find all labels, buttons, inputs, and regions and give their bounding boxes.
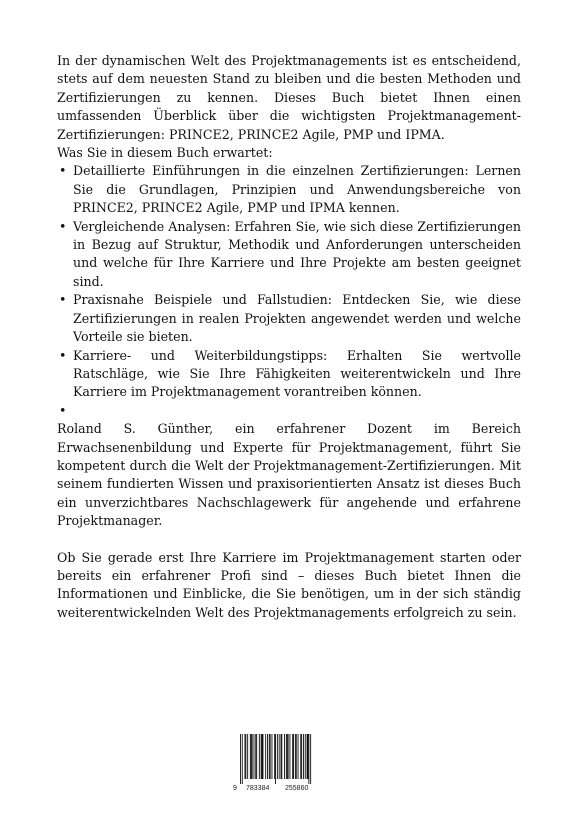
barcode-bar: [308, 734, 309, 779]
barcode-bar: [270, 734, 271, 779]
list-item-text: [73, 403, 77, 418]
barcode-bar: [252, 734, 253, 779]
closing-paragraph: Ob Sie gerade erst Ihre Karriere im Projektmanagement starten oder bereits ein erfahrener Profi sind – dieses Buch bietet Ihnen die Informationen und Einblicke, die Sie benötigen, um in der sich ständig weiterentwickelnden Welt des Projektmanagements erfolgreich zu sein.: [57, 549, 521, 620]
barcode-bar: [255, 734, 256, 779]
barcode-bar: [263, 734, 264, 779]
barcode-bar: [245, 734, 246, 779]
barcode-bar: [259, 734, 260, 779]
barcode-bar: [261, 734, 262, 779]
bullet-icon: •: [59, 402, 67, 418]
intro-paragraph: In der dynamischen Welt des Projektmanagements ist es entscheidend, stets auf dem neuesten Stand zu bleiben und die besten Methoden und Zertifizierungen zu kennen. Dieses Buch bietet Ihnen einen umfassenden Überblick über die wichtigsten Projektmanagement-Zertifizierungen: PRINCE2, PRINCE2 Agile, PMP und IPMA.: [57, 53, 521, 142]
barcode-bar: [245, 734, 246, 779]
barcode-bar: [265, 734, 266, 779]
barcode-bar: [279, 734, 280, 779]
expect-heading: Was Sie in diesem Buch erwartet:: [57, 145, 273, 161]
barcode-bar: [305, 734, 306, 779]
isbn-barcode: [233, 732, 315, 794]
barcode-bar: [277, 734, 278, 779]
barcode-bars: [233, 732, 315, 786]
barcode-bar: [281, 734, 282, 779]
barcode-bar: [288, 734, 289, 779]
barcode-bar: [307, 734, 308, 779]
barcode-bar: [240, 734, 241, 784]
barcode-bar: [262, 734, 263, 779]
barcode-bar: [301, 734, 302, 779]
barcode-bar: [242, 734, 243, 784]
barcode-bar: [269, 734, 270, 779]
barcode-left-digits: 783384: [246, 785, 270, 792]
barcode-bar: [292, 734, 293, 779]
barcode-bar: [298, 734, 299, 779]
barcode-bar: [267, 734, 268, 779]
barcode-first-digit: 9: [233, 785, 237, 792]
barcode-bar: [256, 734, 257, 779]
barcode-bar: [310, 734, 311, 784]
barcode-bar: [296, 734, 297, 779]
list-item: [57, 402, 521, 420]
bullet-icon: •: [59, 347, 67, 363]
barcode-bar: [287, 734, 288, 779]
barcode-bar: [295, 734, 296, 779]
feature-list: [57, 162, 521, 420]
barcode-bar: [275, 734, 276, 784]
barcode-bar: [272, 734, 273, 779]
barcode-bar: [250, 734, 251, 779]
barcode-bar: [281, 734, 282, 779]
barcode-bar: [290, 734, 291, 779]
barcode-right-digits: 255860: [285, 785, 309, 792]
barcode-bar: [274, 734, 275, 779]
list-item-text: Vergleichende Analysen: Erfahren Sie, wie sich diese Zertifizierungen in Bezug auf Struktur, Methodik und Anforderungen unterscheiden und welche für Ihre Karriere und Ihre Projekte am besten geeignet sind.: [73, 218, 521, 289]
list-item: [57, 162, 521, 217]
list-item: [57, 291, 521, 346]
barcode-bar: [254, 734, 255, 779]
list-item-text: Praxisnahe Beispiele und Fallstudien: Entdecken Sie, wie diese Zertifizierungen in realen Projekten angewendet werden und welche Vorteile sie bieten.: [73, 292, 521, 345]
list-item-text: Karriere- und Weiterbildungstipps: Erhalten Sie wertvolle Ratschläge, wie Sie Ihre Fähigkeiten weiterentwickeln und Ihre Karriere im Projektmanagement vorantreiben können.: [73, 347, 521, 400]
barcode-bar: [286, 734, 287, 779]
barcode-bar: [284, 734, 285, 779]
list-item-text: Detaillierte Einführungen in die einzelnen Zertifizierungen: Lernen Sie die Grundlagen, Prinzipien und Anwendungsbereiche von PRINCE2, PRINCE2 Agile, PMP und IPMA kennen.: [73, 163, 521, 216]
barcode-bar: [300, 734, 301, 779]
barcode-bar: [308, 734, 309, 784]
author-paragraph: Roland S. Günther, ein erfahrener Dozent im Bereich Erwachsenenbildung und Experte für Projektmanagement, führt Sie kompetent durch die Welt der Projektmanagement-Zertifizierungen. Mit seinem fundierten Wissen und praxisorientierten Ansatz ist dieses Buch ein unverzichtbares Nachschlagewerk für angehende und erfahrene Projektmanager.: [57, 421, 521, 529]
bullet-icon: •: [59, 292, 67, 308]
list-item: [57, 347, 521, 402]
list-item: [57, 218, 521, 292]
barcode-bar: [251, 734, 252, 779]
bullet-icon: •: [59, 163, 67, 179]
back-cover-text: [57, 52, 521, 622]
barcode-bar: [303, 734, 304, 779]
barcode-bar: [293, 734, 294, 779]
barcode-bar: [247, 734, 248, 779]
bullet-icon: •: [59, 218, 67, 234]
